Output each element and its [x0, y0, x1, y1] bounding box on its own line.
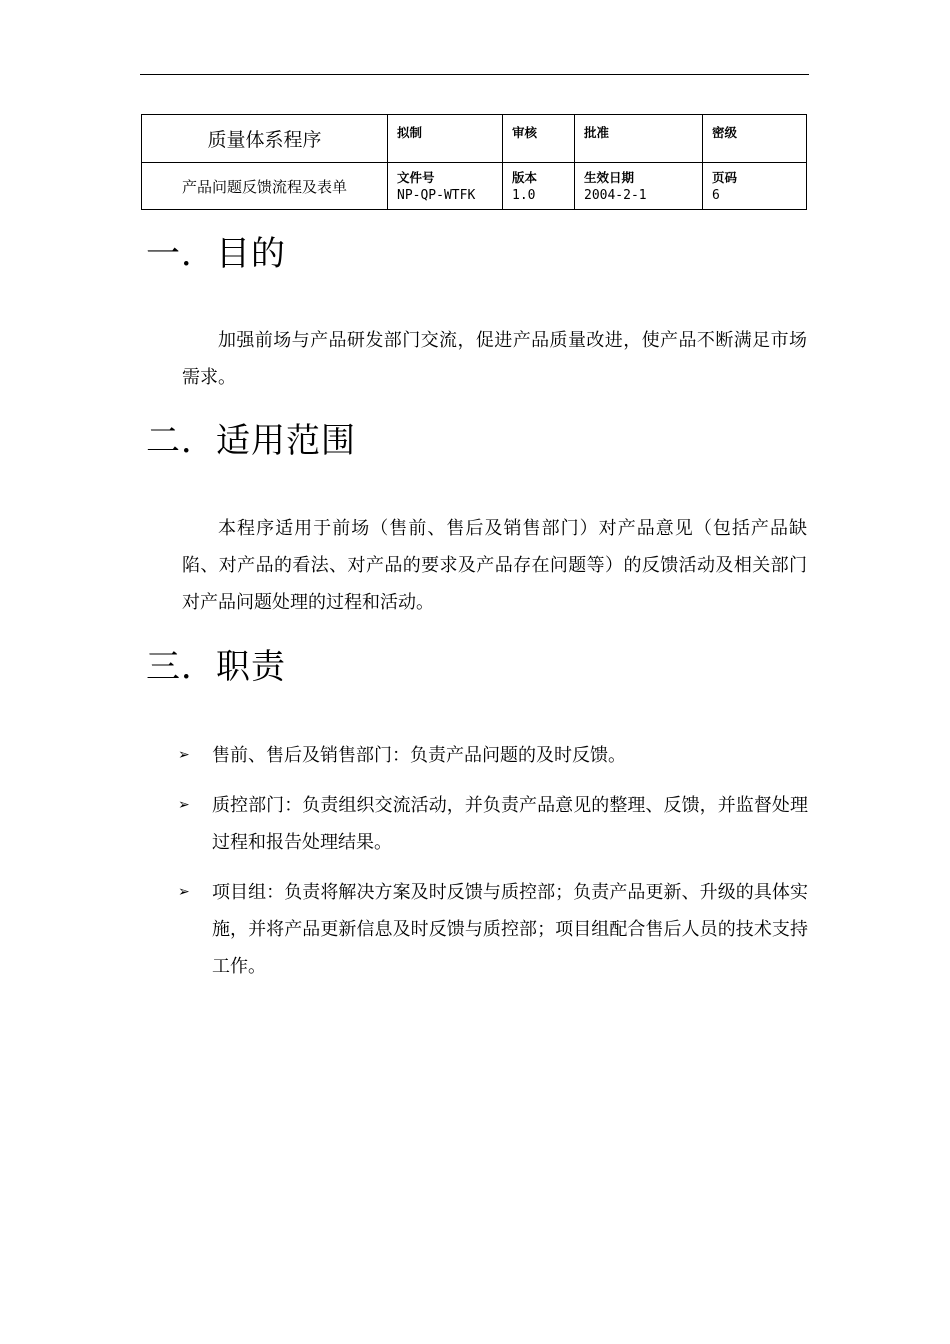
section-text-scope: 本程序适用于前场（售前、售后及销售部门）对产品意见（包括产品缺陷、对产品的看法、对产品的要求及产品存在问题等）的反馈活动及相关部门对产品问题处理的过程和活动。: [182, 518, 807, 613]
page-number-label: 页码: [712, 170, 738, 185]
top-rule: [140, 74, 809, 75]
section-heading-scope: 二．适用范围: [146, 421, 356, 461]
list-item: [176, 874, 808, 985]
arrow-bullet-icon: ➢: [178, 884, 190, 900]
section-heading-duties: 三．职责: [146, 647, 286, 687]
version-cell: [503, 163, 575, 210]
effective-date-value: 2004-2-1: [584, 188, 647, 203]
effective-date-cell: [575, 163, 703, 210]
file-number-label: 文件号: [397, 170, 435, 185]
page-number-value: 6: [712, 188, 720, 203]
list-item: [176, 737, 808, 774]
duties-list: [176, 737, 808, 998]
approved-label: 批准: [575, 115, 703, 163]
duty-text: 项目组：负责将解决方案及时反馈与质控部；负责产品更新、升级的具体实施，并将产品更新信息及时反馈与质控部；项目组配合售后人员的技术支持工作。: [212, 882, 808, 977]
effective-date-label: 生效日期: [584, 170, 635, 185]
duty-text: 质控部门：负责组织交流活动，并负责产品意见的整理、反馈，并监督处理过程和报告处理结果。: [212, 795, 808, 853]
document-title: 质量体系程序: [142, 115, 388, 163]
duty-text: 售前、售后及销售部门：负责产品问题的及时反馈。: [212, 745, 626, 766]
arrow-bullet-icon: ➢: [178, 747, 190, 763]
page-number-cell: [703, 163, 807, 210]
section-text-purpose: 加强前场与产品研发部门交流，促进产品质量改进，使产品不断满足市场需求。: [182, 330, 807, 388]
version-value: 1.0: [512, 188, 536, 203]
drafted-label: 拟制: [388, 115, 503, 163]
version-label: 版本: [512, 170, 538, 185]
arrow-bullet-icon: ➢: [178, 797, 190, 813]
classification-label: 密级: [703, 115, 807, 163]
document-header-table: [141, 114, 807, 210]
document-subtitle: 产品问题反馈流程及表单: [142, 163, 388, 210]
reviewed-label: 审核: [503, 115, 575, 163]
file-number-cell: [388, 163, 503, 210]
section-heading-purpose: 一．目的: [146, 234, 286, 274]
file-number-value: NP-QP-WTFK: [397, 188, 476, 203]
list-item: [176, 787, 808, 861]
